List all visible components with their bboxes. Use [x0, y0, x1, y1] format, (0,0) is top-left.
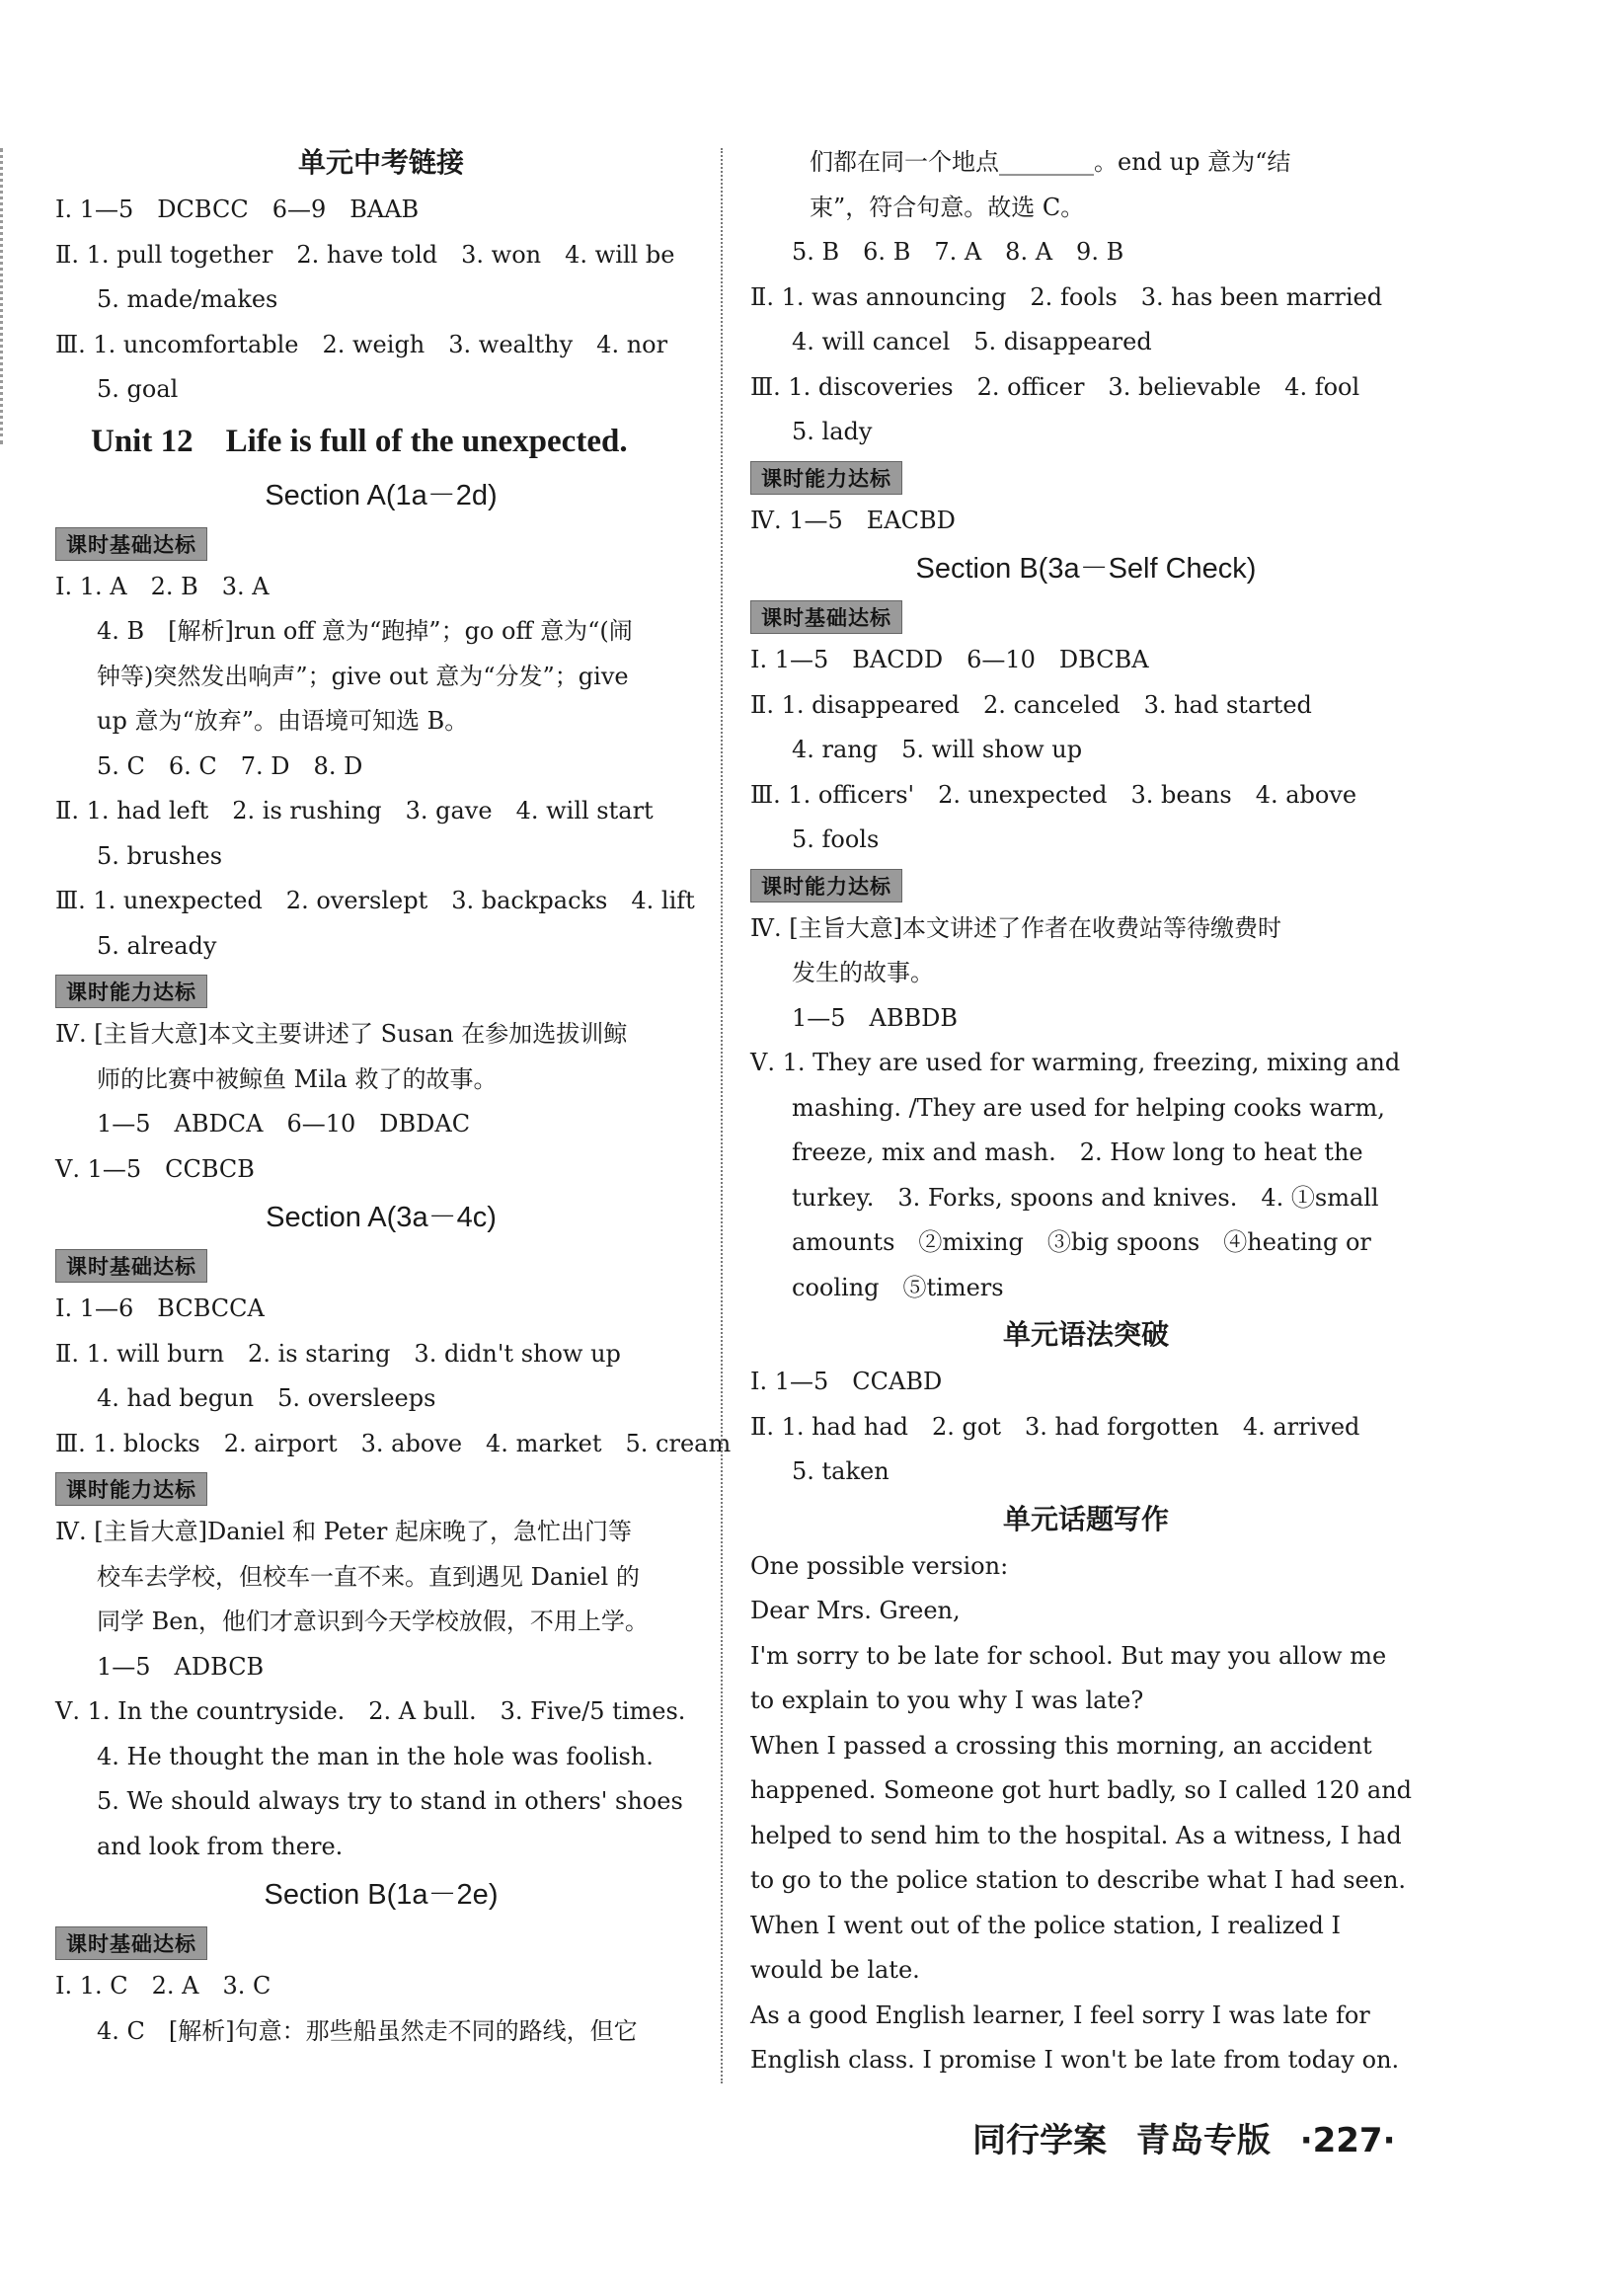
answer-line: Ⅱ. 1. disappeared 2. canceled 3. had started — [750, 690, 1312, 719]
answer-line: Ⅰ. 1. A 2. B 3. A — [55, 572, 270, 600]
answer-line: 5. lady — [792, 418, 873, 445]
essay-line: helped to send him to the hospital. As a witness, I had — [750, 1821, 1402, 1849]
answer-line: 束”，符合句意。故选 C。 — [810, 193, 1085, 221]
answer-line: amounts ②mixing ③big spoons ④heating or — [792, 1228, 1371, 1256]
essay-line: happened. Someone got hurt badly, so I called 120 and — [750, 1776, 1413, 1804]
section-heading-grammar: 单元语法突破 — [1002, 1318, 1169, 1351]
answer-line: 4. He thought the man in the hole was foolish. — [97, 1742, 654, 1770]
answer-line: Ⅱ. 1. pull together 2. have told 3. won 4. will be — [55, 240, 675, 269]
answer-line: 1—5 ABDCA 6—10 DBDAC — [97, 1110, 471, 1138]
section-title: Section A(3a－4c) — [266, 1202, 497, 1233]
answer-line: 4. rang 5. will show up — [792, 736, 1083, 763]
section-tag: 课时能力达标 — [55, 1472, 207, 1506]
answer-line: Ⅲ. 1. unexpected 2. overslept 3. backpacks 4. lift — [55, 887, 695, 914]
answer-line: cooling ⑤timers — [792, 1273, 1004, 1301]
answer-line: 5. already — [97, 931, 217, 960]
essay-line: to go to the police station to describe what I had seen. — [750, 1866, 1407, 1894]
section-tag: 课时基础达标 — [55, 527, 207, 561]
answer-line: Ⅰ. 1—5 BACDD 6—10 DBCBA — [750, 646, 1149, 673]
answer-line: 师的比赛中被鲸鱼 Mila 救了的故事。 — [97, 1064, 498, 1093]
section-tag: 课时基础达标 — [55, 1249, 207, 1283]
answer-line: Ⅳ. [主旨大意]本文主要讲述了 Susan 在参加选拔训鲸 — [55, 1020, 628, 1048]
answer-line: Ⅳ. [主旨大意]Daniel 和 Peter 起床晚了，急忙出门等 — [55, 1518, 633, 1545]
answer-line: 4. will cancel 5. disappeared — [792, 328, 1152, 355]
answer-line: 们都在同一个地点________。end up 意为“结 — [810, 148, 1291, 176]
binding-edge-marks — [0, 148, 9, 444]
answer-line: 1—5 ABBDB — [792, 1003, 959, 1032]
section-title: Section A(1a－2d) — [265, 479, 498, 511]
answer-line: Ⅲ. 1. uncomfortable 2. weigh 3. wealthy 4. nor — [55, 330, 668, 358]
answer-line: 1—5 ADBCB — [97, 1652, 265, 1681]
answer-line: 校车去学校，但校车一直不来。直到遇见 Daniel 的 — [97, 1562, 640, 1591]
footer-edition: 青岛专版 — [1135, 2121, 1271, 2160]
answer-line: Ⅴ. 1. They are used for warming, freezing, mixing and — [750, 1049, 1401, 1076]
answer-line: 发生的故事。 — [792, 959, 934, 986]
answer-line: Ⅰ. 1—6 BCBCCA — [55, 1294, 265, 1322]
answer-line: 5. brushes — [97, 841, 223, 870]
answer-line: Ⅰ. 1. C 2. A 3. C — [55, 1972, 271, 2000]
answer-line: mashing. /They are used for helping cooks warm, — [792, 1093, 1385, 1122]
answer-line: Ⅱ. 1. had left 2. is rushing 3. gave 4. will start — [55, 797, 654, 824]
essay-line: to explain to you why I was late? — [750, 1687, 1144, 1714]
section-heading-writing: 单元话题写作 — [1002, 1502, 1169, 1535]
essay-line: Dear Mrs. Green, — [750, 1597, 961, 1624]
footer-brand: 同行学案 — [972, 2121, 1107, 2160]
section-tag: 课时能力达标 — [55, 975, 207, 1008]
column-divider — [721, 148, 723, 2083]
answer-line: Ⅳ. 1—5 EACBD — [750, 506, 956, 534]
essay-line: would be late. — [750, 1956, 920, 1984]
answer-line: 4. had begun 5. oversleeps — [97, 1384, 436, 1412]
answer-line: 钟等)突然发出响声”；give out 意为“分发”；give — [97, 662, 629, 690]
essay-line: English class. I promise I won't be late from today on. — [750, 2046, 1400, 2074]
section-title: Section B(3a－Self Check) — [915, 553, 1257, 585]
section-title: Section B(1a－2e) — [264, 1879, 499, 1911]
answer-line: 5. B 6. B 7. A 8. A 9. B — [792, 238, 1124, 266]
answer-line: 同学 Ben，他们才意识到今天学校放假，不用上学。 — [97, 1608, 649, 1635]
section-tag: 课时能力达标 — [750, 461, 902, 495]
answer-line: Ⅳ. [主旨大意]本文讲述了作者在收费站等待缴费时 — [750, 913, 1281, 942]
essay-line: One possible version: — [750, 1551, 1009, 1580]
answer-line: and look from there. — [97, 1832, 344, 1860]
answer-line: Ⅱ. 1. was announcing 2. fools 3. has been married — [750, 282, 1383, 311]
answer-line: Ⅴ. 1—5 CCBCB — [55, 1154, 255, 1183]
answer-line: Ⅰ. 1—5 CCABD — [750, 1368, 943, 1395]
section-tag: 课时基础达标 — [750, 600, 902, 634]
answer-line: up 意为“放弃”。由语境可知选 B。 — [97, 707, 469, 735]
answer-line: freeze, mix and mash. 2. How long to heat the — [792, 1138, 1363, 1166]
essay-line: When I passed a crossing this morning, an accident — [750, 1731, 1372, 1760]
answer-line: 5. made/makes — [97, 285, 278, 313]
answer-line: turkey. 3. Forks, spoons and knives. 4. ①small — [792, 1183, 1379, 1212]
section-heading-exam-link: 单元中考链接 — [297, 146, 464, 179]
page-footer — [972, 2113, 1414, 2161]
answer-line: 5. fools — [792, 825, 880, 853]
answer-line: 5. goal — [97, 375, 179, 403]
essay-line: When I went out of the police station, I realized I — [750, 1911, 1342, 1939]
page-number: ·227· — [1299, 2121, 1396, 2160]
answer-line: 5. C 6. C 7. D 8. D — [97, 751, 363, 780]
answer-line: Ⅱ. 1. had had 2. got 3. had forgotten 4. arrived — [750, 1412, 1360, 1441]
essay-line: As a good English learner, I feel sorry I was late for — [750, 2000, 1370, 2029]
answer-line: 5. We should always try to stand in others' shoes — [97, 1787, 683, 1815]
answer-line: 4. B [解析]run off 意为“跑掉”；go off 意为“(闹 — [97, 617, 633, 645]
answer-line: Ⅰ. 1—5 DCBCC 6—9 BAAB — [55, 196, 420, 223]
answer-line: Ⅴ. 1. In the countryside. 2. A bull. 3. Five/5 times. — [55, 1697, 686, 1725]
right-column — [750, 140, 1422, 2083]
unit-title: Unit 12 Life is full of the unexpected. — [91, 423, 628, 459]
section-tag: 课时基础达标 — [55, 1926, 207, 1960]
answer-line: 5. taken — [792, 1457, 889, 1485]
answer-line: 4. C [解析]句意：那些船虽然走不同的路线，但它 — [97, 2016, 638, 2045]
left-column — [55, 138, 732, 2054]
answer-line: Ⅲ. 1. discoveries 2. officer 3. believable 4. fool — [750, 372, 1360, 401]
section-tag: 课时能力达标 — [750, 869, 902, 902]
essay-line: I'm sorry to be late for school. But may you allow me — [750, 1641, 1387, 1670]
answer-line: Ⅲ. 1. officers' 2. unexpected 3. beans 4. above — [750, 780, 1357, 809]
answer-line: Ⅲ. 1. blocks 2. airport 3. above 4. market 5. cream — [55, 1429, 732, 1457]
answer-line: Ⅱ. 1. will burn 2. is staring 3. didn't show up — [55, 1339, 621, 1368]
